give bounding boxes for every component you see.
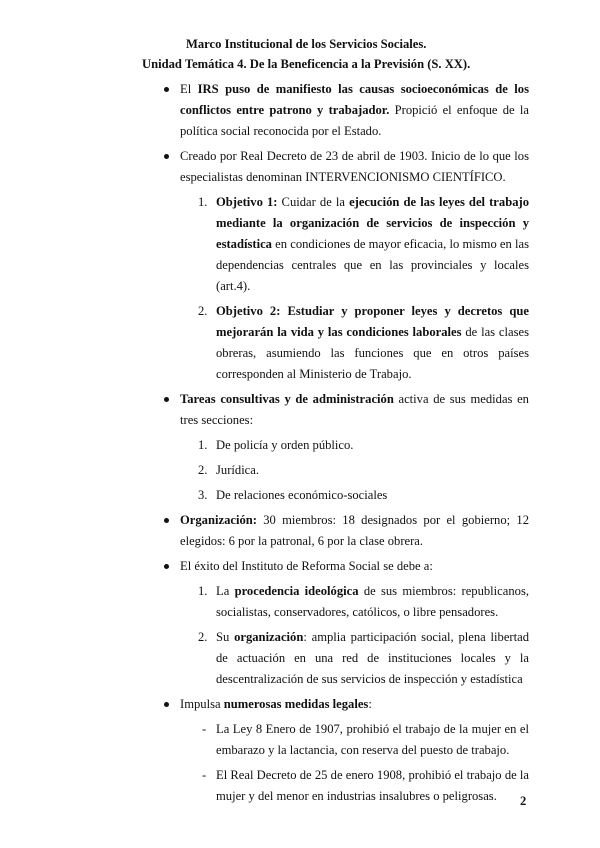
bullet-success: El éxito del Instituto de Reforma Social se debe a: xyxy=(142,556,529,577)
bullet-dot xyxy=(164,518,169,523)
bullet-dot xyxy=(164,397,169,402)
objective-2: 2. Objetivo 2: Estudiar y proponer leyes y decretos que mejorarán la vida y las condiciones laborales de las clases obreras, asumiendo las funciones que en otros países corresponden al Ministerio de Trabajo. xyxy=(198,304,529,381)
law-item: - La Ley 8 Enero de 1907, prohibió el trabajo de la mujer en el embarazo y la lactancia, con reserva del puesto de trabajo. xyxy=(202,722,529,757)
bullet-dot xyxy=(164,702,169,707)
section-item: 3. De relaciones económico-sociales xyxy=(198,488,388,502)
success-reason-2: 2. Su organización: amplia participación social, plena libertad de actuación en una red de instituciones locales y la descentralización de sus servicios de inspección y estadística xyxy=(198,630,529,686)
unit-subtitle: Unidad Temática 4. De la Beneficencia a la Previsión (S. XX). xyxy=(142,57,471,71)
document-body xyxy=(142,79,529,811)
bullet-dot xyxy=(164,154,169,159)
page-number: 2 xyxy=(520,794,527,808)
bullet-tasks: Tareas consultivas y de administración activa de sus medidas en tres secciones: xyxy=(142,389,529,431)
section-item: 2. Jurídica. xyxy=(198,463,260,477)
bullet-dot xyxy=(164,87,169,92)
section-item: 1. De policía y orden público. xyxy=(198,438,354,452)
law-item: - El Real Decreto de 25 de enero 1908, prohibió el trabajo de la mujer y del menor en industrias insalubres o peligrosas. xyxy=(202,768,529,803)
bullet-irs: El IRS puso de manifiesto las causas socioeconómicas de los conflictos entre patrono y trabajador. Propició el enfoque de la política social reconocida por el Estado. xyxy=(142,79,529,142)
document-title: Marco Institucional de los Servicios Sociales. xyxy=(186,37,427,51)
bullet-organization: Organización: 30 miembros: 18 designados por el gobierno; 12 elegidos: 6 por la patronal, 6 por la clase obrera. xyxy=(142,510,529,552)
bullet-creation: Creado por Real Decreto de 23 de abril de 1903. Inicio de lo que los especialistas denominan INTERVENCIONISMO CIENTÍFICO. xyxy=(142,146,529,188)
objective-1: 1. Objetivo 1: Cuidar de la ejecución de las leyes del trabajo mediante la organización de servicios de inspección y estadística en condiciones de mayor eficacia, lo mismo en las dependencias centrales que en las provinciales y locales (art.4). xyxy=(198,195,529,293)
bullet-dot xyxy=(164,564,169,569)
bullet-legal-measures: Impulsa numerosas medidas legales: xyxy=(142,694,529,715)
success-reason-1: 1. La procedencia ideológica de sus miembros: republicanos, socialistas, conservadores, católicos, o libre pensadores. xyxy=(198,584,529,619)
